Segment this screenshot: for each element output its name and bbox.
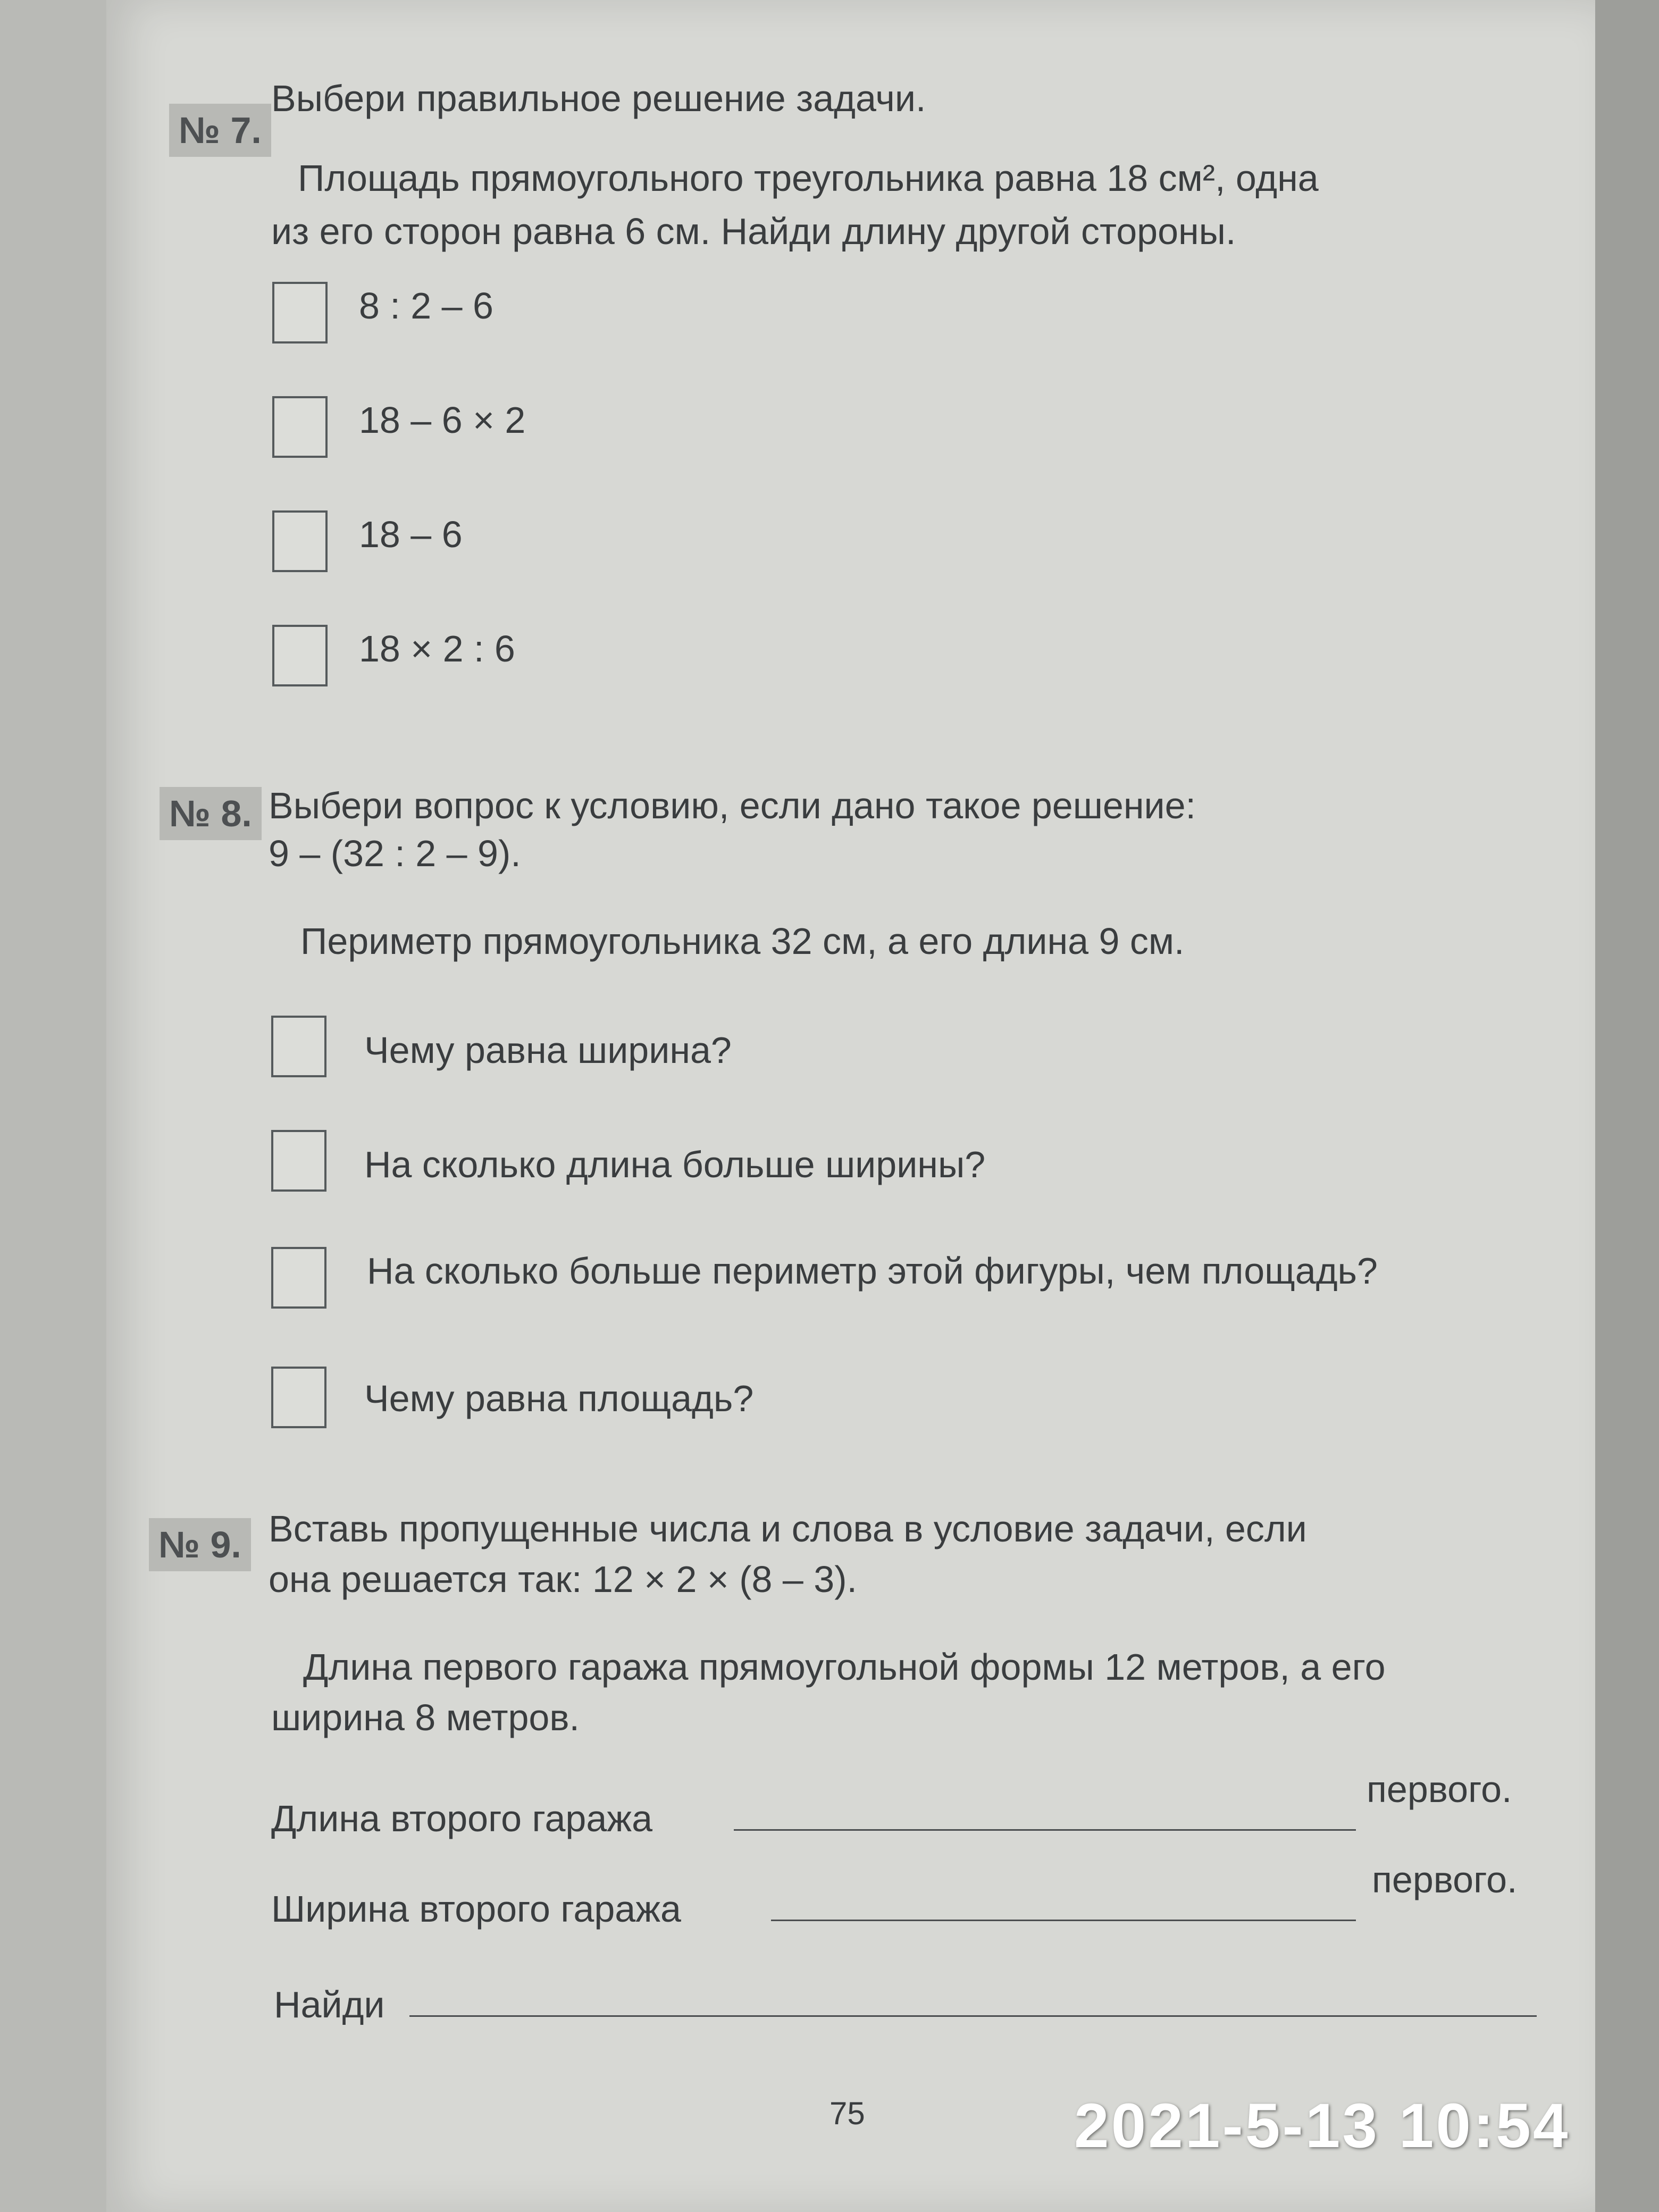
task8-instruction-line2: 9 – (32 : 2 – 9). — [269, 833, 521, 874]
task7-option1-checkbox[interactable] — [272, 282, 328, 343]
task9-fill1-blank[interactable] — [734, 1829, 1356, 1831]
task9-fill2-suffix: первого. — [1372, 1859, 1518, 1900]
task7-problem-line2: из его сторон равна 6 см. Найди длину другой стороны. — [271, 211, 1236, 252]
task8-option3-label: На сколько больше периметр этой фигуры, чем площадь? — [367, 1250, 1378, 1292]
task8-option4-label: Чему равна площадь? — [364, 1378, 754, 1419]
task7-option3-label: 18 – 6 — [359, 514, 463, 555]
task9-fill3-blank[interactable] — [409, 2015, 1537, 2017]
photo-timestamp: 2021-5-13 10:54 — [1074, 2091, 1570, 2161]
task7-option1-label: 8 : 2 – 6 — [359, 285, 493, 326]
task7-number: № 7. — [169, 104, 271, 157]
task9-instruction-line2: она решается так: 12 × 2 × (8 – 3). — [269, 1559, 857, 1600]
left-page-edge — [0, 0, 106, 2212]
task8-number: № 8. — [160, 787, 262, 840]
task7-option4-label: 18 × 2 : 6 — [359, 628, 515, 669]
task7-option2-label: 18 – 6 × 2 — [359, 399, 526, 441]
task7-option4-checkbox[interactable] — [272, 625, 328, 686]
task7-option2-checkbox[interactable] — [272, 396, 328, 458]
page-number: 75 — [830, 2096, 865, 2131]
task8-instruction-line1: Выбери вопрос к условию, если дано такое решение: — [269, 785, 1196, 826]
task7-option3-checkbox[interactable] — [272, 510, 328, 572]
task7-problem-line1: Площадь прямоугольного треугольника равна 18 см², одна — [298, 157, 1319, 199]
task9-number: № 9. — [149, 1518, 251, 1571]
task9-fill2-label: Ширина второго гаража — [271, 1888, 681, 1930]
task9-fill3-label: Найди — [274, 1984, 385, 2025]
task8-option1-checkbox[interactable] — [271, 1016, 326, 1077]
task8-option4-checkbox[interactable] — [271, 1367, 326, 1428]
task7-instruction: Выбери правильное решение задачи. — [271, 78, 926, 119]
task9-fill2-blank[interactable] — [771, 1920, 1356, 1921]
task9-condition-line2: ширина 8 метров. — [271, 1697, 580, 1738]
right-page-edges — [1595, 0, 1659, 2212]
task9-instruction-line1: Вставь пропущенные числа и слова в условие задачи, если — [269, 1508, 1307, 1549]
task8-option2-label: На сколько длина больше ширины? — [364, 1144, 986, 1185]
task9-fill1-label: Длина второго гаража — [271, 1798, 653, 1839]
task8-option2-checkbox[interactable] — [271, 1130, 326, 1192]
task9-fill1-suffix: первого. — [1367, 1769, 1512, 1810]
task9-condition-line1: Длина первого гаража прямоугольной формы 12 метров, а его — [303, 1646, 1386, 1688]
task8-option1-label: Чему равна ширина? — [364, 1029, 732, 1071]
task8-condition: Периметр прямоугольника 32 см, а его длина 9 см. — [300, 920, 1185, 962]
task8-option3-checkbox[interactable] — [271, 1247, 326, 1309]
